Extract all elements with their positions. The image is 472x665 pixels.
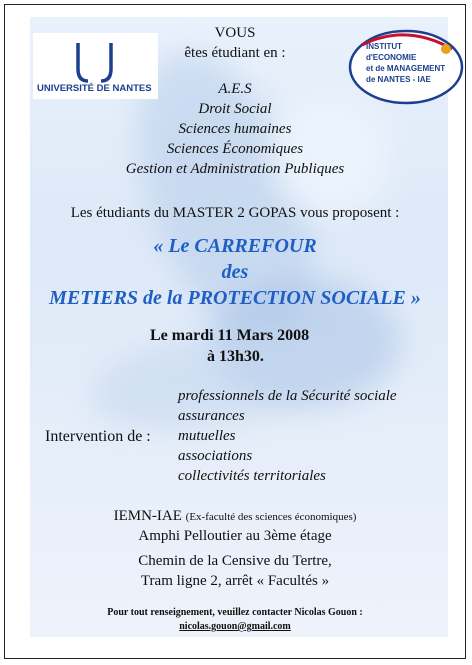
- program-item: A.E.S: [218, 81, 252, 97]
- intervention-item: associations: [178, 448, 253, 464]
- event-title-line: « Le CARREFOUR: [153, 235, 317, 257]
- poster-frame: [4, 4, 466, 659]
- invite-text: Les étudiants du MASTER 2 GOPAS vous proposent :: [70, 205, 400, 221]
- event-time: à 13h30.: [207, 348, 264, 365]
- intro-vous: VOUS: [214, 25, 256, 41]
- event-title-line: METIERS de la PROTECTION SOCIALE »: [49, 287, 421, 309]
- program-item: Sciences humaines: [178, 121, 292, 137]
- iemn-logo-line: d'ECONOMIE: [366, 53, 417, 62]
- intervention-item: professionnels de la Sécurité sociale: [178, 388, 397, 404]
- venue-name-line: [5, 508, 465, 525]
- venue-tram: Tram ligne 2, arrêt « Facultés »: [140, 573, 330, 589]
- venue-name: IEMN-IAE: [113, 508, 182, 524]
- intervention-item: collectivités territoriales: [178, 468, 326, 484]
- intro-etudiant: êtes étudiant en :: [184, 45, 286, 61]
- venue-room: Amphi Pelloutier au 3ème étage: [138, 528, 332, 544]
- universite-nantes-logo-text: UNIVERSITÉ DE NANTES: [37, 83, 152, 94]
- program-item: Sciences Économiques: [166, 141, 304, 157]
- intervention-item: assurances: [178, 408, 245, 424]
- iemn-logo-line: de NANTES - IAE: [366, 75, 431, 84]
- intervention-item: mutuelles: [178, 428, 236, 444]
- program-item: Droit Social: [198, 101, 272, 117]
- contact-email[interactable]: nicolas.gouon@gmail.com: [179, 621, 291, 632]
- venue-note: (Ex-faculté des sciences économiques): [185, 511, 357, 523]
- venue-street: Chemin de la Censive du Tertre,: [138, 553, 332, 569]
- program-item: Gestion et Administration Publiques: [125, 161, 345, 177]
- iemn-logo-line: et de MANAGEMENT: [366, 64, 446, 73]
- intervention-label: Intervention de :: [45, 428, 151, 445]
- contact-line: Pour tout renseignement, veuillez contacter Nicolas Gouon :: [107, 607, 363, 618]
- event-date: Le mardi 11 Mars 2008: [150, 327, 310, 344]
- iemn-logo-line: INSTITUT: [366, 42, 402, 51]
- event-title-line: des: [221, 261, 249, 283]
